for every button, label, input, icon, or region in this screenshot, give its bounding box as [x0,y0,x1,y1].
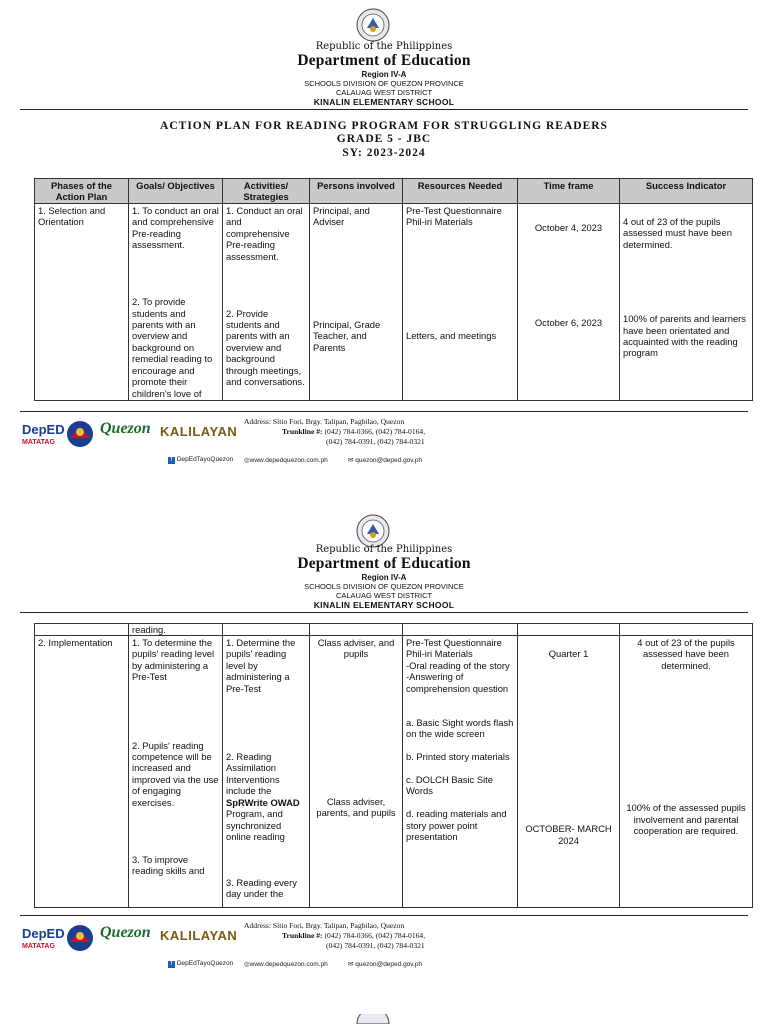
region-line: Region IV-A [361,573,407,582]
header-resources: Resources Needed [403,179,518,204]
facebook-icon: f [168,457,175,464]
persons-2: Class adviser, parents, and pupils [316,795,396,819]
success-2: 100% of parents and learners have been orientated and acquainted with the reading program [623,313,746,359]
table-row [35,636,753,908]
globe-icon: ◎ [244,961,250,968]
deped-seal-icon [356,8,390,42]
timeframe-1: October 4, 2023 [534,222,603,233]
kalilayan-logo-text: KALILAYAN [160,424,238,439]
cell-empty [403,624,518,636]
mail-icon: ✉ [348,457,354,464]
district-line: CALAUAG WEST DISTRICT [335,88,433,97]
action-plan-table-page1 [34,178,753,401]
department-name: Department of Education [297,555,471,572]
cell-goals-continued: reading. [129,624,223,636]
header-success: Success Indicator [620,179,753,204]
email-text: quezon@deped.gov.ph [355,457,423,464]
header-timeframe: Time frame [518,179,620,204]
globe-icon: ◎ [244,457,250,464]
cell-timeframe [518,636,620,908]
cell-persons: Principal, and Adviser Principal, Grade Teacher, and Parents [310,204,403,401]
cell-empty [223,624,310,636]
deped-logo-text: DepED [22,926,65,941]
trunkline-numbers-1: (042) 784-0366, (042) 784-0164, [324,931,426,940]
activities-program-name: SpRWrite OWAD [226,796,300,808]
quezon-logo-text: Quezon [100,420,151,437]
deped-logo [22,926,65,941]
footer [0,918,768,978]
activities-text-a: 1. Determine the pupils' reading level by administering a Pre-Test 2. Reading Assimilation Interventions include the [226,637,296,797]
facebook-text: DepEdTayoQuezon [176,456,234,463]
matatag-logo-text: MATATAG [22,943,55,950]
timeframe-2: October 6, 2023 [534,317,603,329]
quezon-logo [100,420,151,438]
header-divider [20,109,748,110]
cell-phase: 1. Selection and Orientation [35,204,129,401]
division-line: SCHOOLS DIVISION OF QUEZON PROVINCE [304,79,464,88]
quezon-logo [100,924,151,942]
email-link[interactable] [348,456,422,464]
matatag-logo [22,943,55,950]
persons-1: Class adviser, and pupils [317,637,395,660]
timeframe-2: OCTOBER- MARCH 2024 [525,823,612,846]
cell-goals: 1. To conduct an oral and comprehensive Pre-reading assessment. 2. To provide students and parents with an overview and background on remedial reading to encourage and promote their children's love of [129,204,223,401]
cell-activities: 1. Conduct an oral and comprehensive Pre-reading assessment. 2. Provide students and parents with an overview and background through meetings, and conversations. [223,204,310,401]
header-divider [20,612,748,613]
website-text: www.depedquezon.com.ph [249,457,328,464]
footer-address: Address: Sitio Fori, Brgy. Talipan, Pagbilao, Quezon [244,417,405,426]
success-1: 4 out of 23 of the pupils assessed must have been determined. [623,216,732,250]
trunkline-numbers-1: (042) 784-0366, (042) 784-0164, [324,427,426,436]
department-name: Department of Education [297,52,471,69]
facebook-link[interactable] [168,960,233,968]
table-row-continued [35,624,753,636]
footer-divider [20,411,748,412]
cell-timeframe [518,204,620,401]
matatag-logo-text: MATATAG [22,439,55,446]
document-subtitle-sy: SY: 2023-2024 [342,147,426,159]
kalilayan-logo [160,424,237,439]
cell-empty [35,624,129,636]
facebook-text: DepEdTayoQuezon [176,960,234,967]
header-phases: Phases of the Action Plan [35,179,129,204]
footer-address: Address: Sitio Fori, Brgy. Talipan, Pagbilao, Quezon [244,921,405,930]
republic-line: Republic of the Philippines [315,41,453,52]
footer-divider [20,915,748,916]
facebook-link[interactable] [168,456,233,464]
success-2: 100% of the assessed pupils involvement and parental cooperation are required. [626,802,746,837]
cell-resources: Pre-Test Questionnaire Phil-iri Materials -Oral reading of the story -Answering of comprehension question a. Basic Sight words flash on the wide screen b. Printed story materials c. DOLCH Basic Site Words d. reading materials and story power point presentation [403,636,518,908]
quezon-logo-text: Quezon [100,924,151,941]
page-2 [0,510,768,990]
deped-seal-icon [356,514,390,548]
kalilayan-logo-text: KALILAYAN [160,928,238,943]
page-1 [0,0,768,480]
cell-empty [620,624,753,636]
bagong-pilipinas-logo-icon [66,924,94,952]
footer [0,414,768,474]
facebook-icon: f [168,961,175,968]
division-line: SCHOOLS DIVISION OF QUEZON PROVINCE [304,582,464,591]
district-line: CALAUAG WEST DISTRICT [335,591,433,600]
deped-seal-icon [356,1014,390,1024]
footer-trunkline [282,931,425,940]
deped-logo-text: DepED [22,422,65,437]
website-link[interactable] [244,456,328,464]
cell-resources: Pre-Test Questionnaire Phil-iri Materials Letters, and meetings [403,204,518,401]
cell-persons [310,636,403,908]
republic-line: Republic of the Philippines [315,544,453,555]
document-subtitle-grade: GRADE 5 - JBC [336,133,432,145]
cell-empty [310,624,403,636]
header-goals: Goals/ Objectives [129,179,223,204]
table-header-row [35,179,753,204]
success-1: 4 out of 23 of the pupils assessed have been determined. [637,637,735,671]
website-text: www.depedquezon.com.ph [249,961,328,968]
footer-trunkline-2: (042) 784-0391, (042) 784-0321 [326,941,425,950]
cell-empty [518,624,620,636]
trunkline-label: Trunkline #: [282,931,323,940]
action-plan-table-page2 [34,623,753,908]
cell-activities [223,636,310,908]
deped-logo [22,422,65,437]
timeframe-1: Quarter 1 [548,648,589,659]
mail-icon: ✉ [348,961,354,968]
header-activities: Activities/ Strategies [223,179,310,204]
cell-success [620,204,753,401]
bagong-pilipinas-logo-icon [66,420,94,448]
region-line: Region IV-A [361,70,407,79]
cell-phase: 2. Implementation [35,636,129,908]
website-link[interactable] [244,960,328,968]
document-title: ACTION PLAN FOR READING PROGRAM FOR STRUGGLING READERS [160,120,608,132]
cell-success [620,636,753,908]
school-name: KINALIN ELEMENTARY SCHOOL [313,97,455,107]
trunkline-label: Trunkline #: [282,427,323,436]
kalilayan-logo [160,928,237,943]
table-row [35,204,753,401]
email-text: quezon@deped.gov.ph [355,961,423,968]
activities-text-b: Program, and synchronized online reading 3. Reading every day under the [226,808,297,899]
header-persons: Persons involved [310,179,403,204]
cell-goals: 1. To determine the pupils' reading level by administering a Pre-Test 2. Pupils' reading competence will be increased and improved via the use of engaging exercises. 3. To improve reading skills and [129,636,223,908]
matatag-logo [22,439,55,446]
footer-trunkline [282,427,425,436]
school-name: KINALIN ELEMENTARY SCHOOL [313,600,455,610]
footer-trunkline-2: (042) 784-0391, (042) 784-0321 [326,437,425,446]
email-link[interactable] [348,960,422,968]
